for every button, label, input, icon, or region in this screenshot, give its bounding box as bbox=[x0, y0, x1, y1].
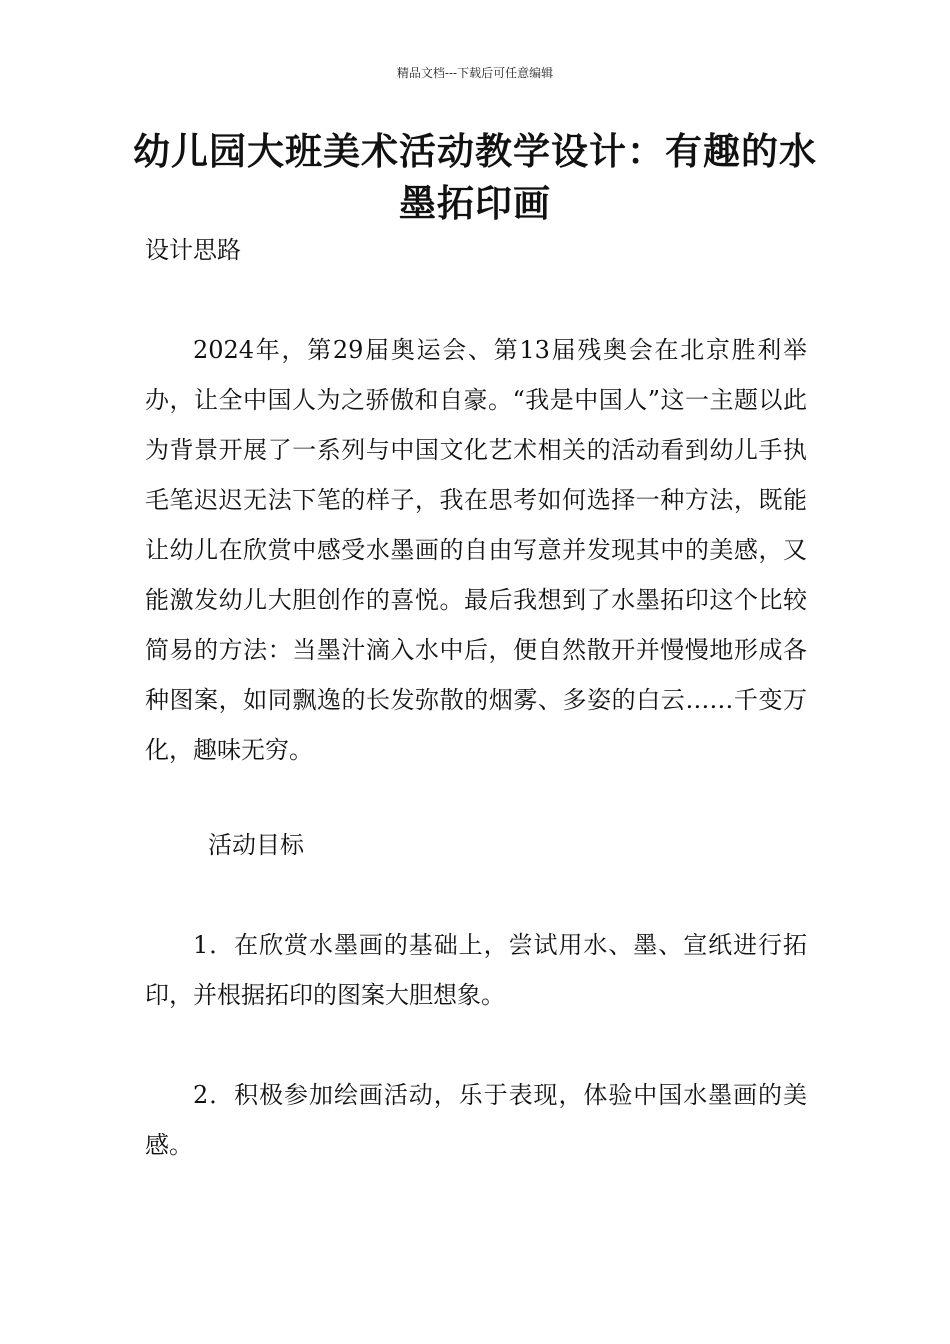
page-header-note: 精品文档---下载后可任意编辑 bbox=[396, 66, 554, 80]
goals-heading: 活动目标 bbox=[208, 831, 304, 859]
design-idea-paragraph: 2024年，第29届奥运会、第13届残奥会在北京胜利举办，让全中国人为之骄傲和自豪。“我是中国人”这一主题以此为背景开展了一系列与中国文化艺术相关的活动看到幼儿手执毛笔迟迟无法下笔的样子，我在思考如何选择一种方法，既能让幼儿在欣赏中感受水墨画的自由写意并发现其中的美感，又能激发幼儿大胆创作的喜悦。最后我想到了水墨拓印这个比较简易的方法：当墨汁滴入水中后，便自然散开并慢慢地形成各种图案，如同飘逸的长发弥散的烟雾、多姿的白云……千变万化，趣味无穷。 bbox=[145, 336, 807, 764]
goal-item-1: 1．在欣赏水墨画的基础上，尝试用水、墨、宣纸进行拓印，并根据拓印的图案大胆想象。 bbox=[145, 931, 807, 1009]
document-title: 幼儿园大班美术活动教学设计：有趣的水墨拓印画 bbox=[133, 130, 817, 225]
goal-item-2: 2．积极参加绘画活动，乐于表现，体验中国水墨画的美感。 bbox=[145, 1081, 807, 1159]
design-idea-heading: 设计思路 bbox=[145, 236, 241, 264]
